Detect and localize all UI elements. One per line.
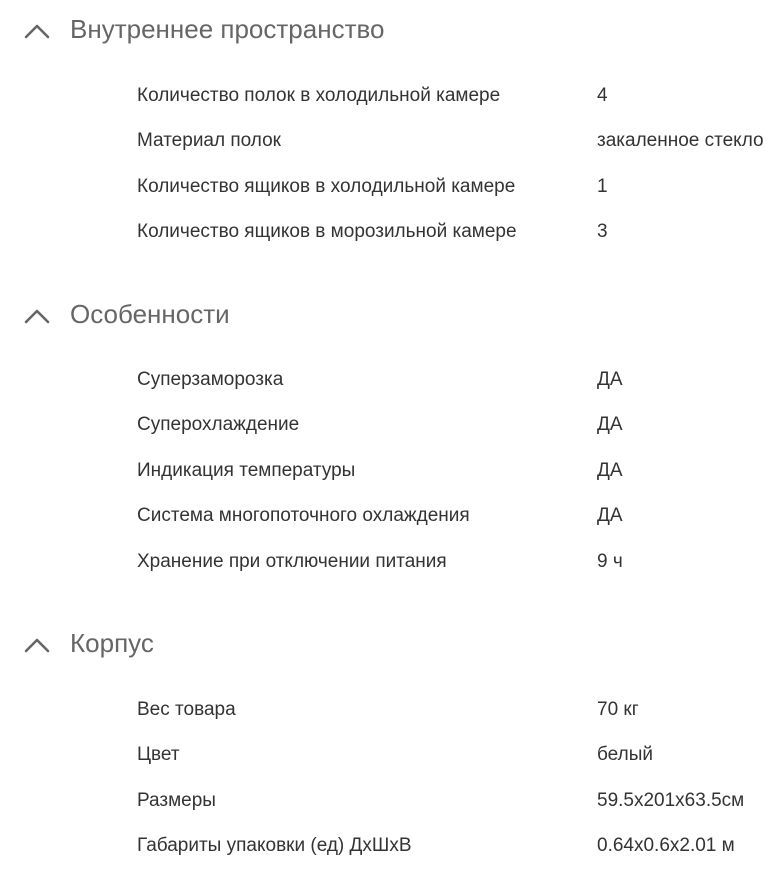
spec-value: ДА [597,414,623,435]
spec-row [0,84,778,129]
spec-row [0,789,778,834]
spec-label: Материал полок [137,130,281,151]
spec-row [0,413,778,458]
spec-label: Суперохлаждение [137,414,300,435]
spec-label: Хранение при отключении питания [137,551,447,572]
spec-label: Цвет [137,744,180,765]
spec-row [0,743,778,788]
spec-value: 4 [597,85,608,106]
spec-value: 3 [597,221,608,242]
spec-value: 1 [597,176,608,197]
section-header-features[interactable] [0,299,778,339]
spec-value: закаленное стекло [597,130,764,151]
spec-value: белый [597,744,653,765]
spec-label: Количество ящиков в морозильной камере [137,221,517,242]
spec-label: Габариты упаковки (ед) ДхШхВ [137,835,412,856]
spec-row [0,698,778,743]
spec-value: 9 ч [597,551,623,572]
spec-row [0,504,778,549]
spec-row [0,220,778,265]
spec-row [0,175,778,220]
section-title: Корпус [70,628,154,658]
spec-value: 59.5x201x63.5см [597,790,745,811]
spec-row [0,368,778,413]
section-title: Особенности [70,299,230,329]
spec-label: Размеры [137,790,216,811]
spec-value: 0.64x0.6x2.01 м [597,835,735,856]
spec-label: Вес товара [137,699,236,720]
spec-row [0,550,778,595]
chevron-up-icon [24,637,50,653]
spec-value: ДА [597,460,623,481]
spec-label: Индикация температуры [137,460,356,481]
spec-label: Количество ящиков в холодильной камере [137,176,516,197]
section-header-interior[interactable] [0,14,778,54]
chevron-up-icon [24,308,50,324]
spec-value: ДА [597,505,623,526]
spec-label: Количество полок в холодильной камере [137,85,501,106]
spec-value: 70 кг [597,699,639,720]
spec-value: ДА [597,369,623,390]
spec-row [0,459,778,504]
spec-row [0,834,778,879]
spec-row [0,129,778,174]
spec-label: Суперзаморозка [137,369,284,390]
section-header-body[interactable] [0,628,778,668]
section-title: Внутреннее пространство [70,14,385,44]
chevron-up-icon [24,23,50,39]
spec-label: Система многопоточного охлаждения [137,505,470,526]
